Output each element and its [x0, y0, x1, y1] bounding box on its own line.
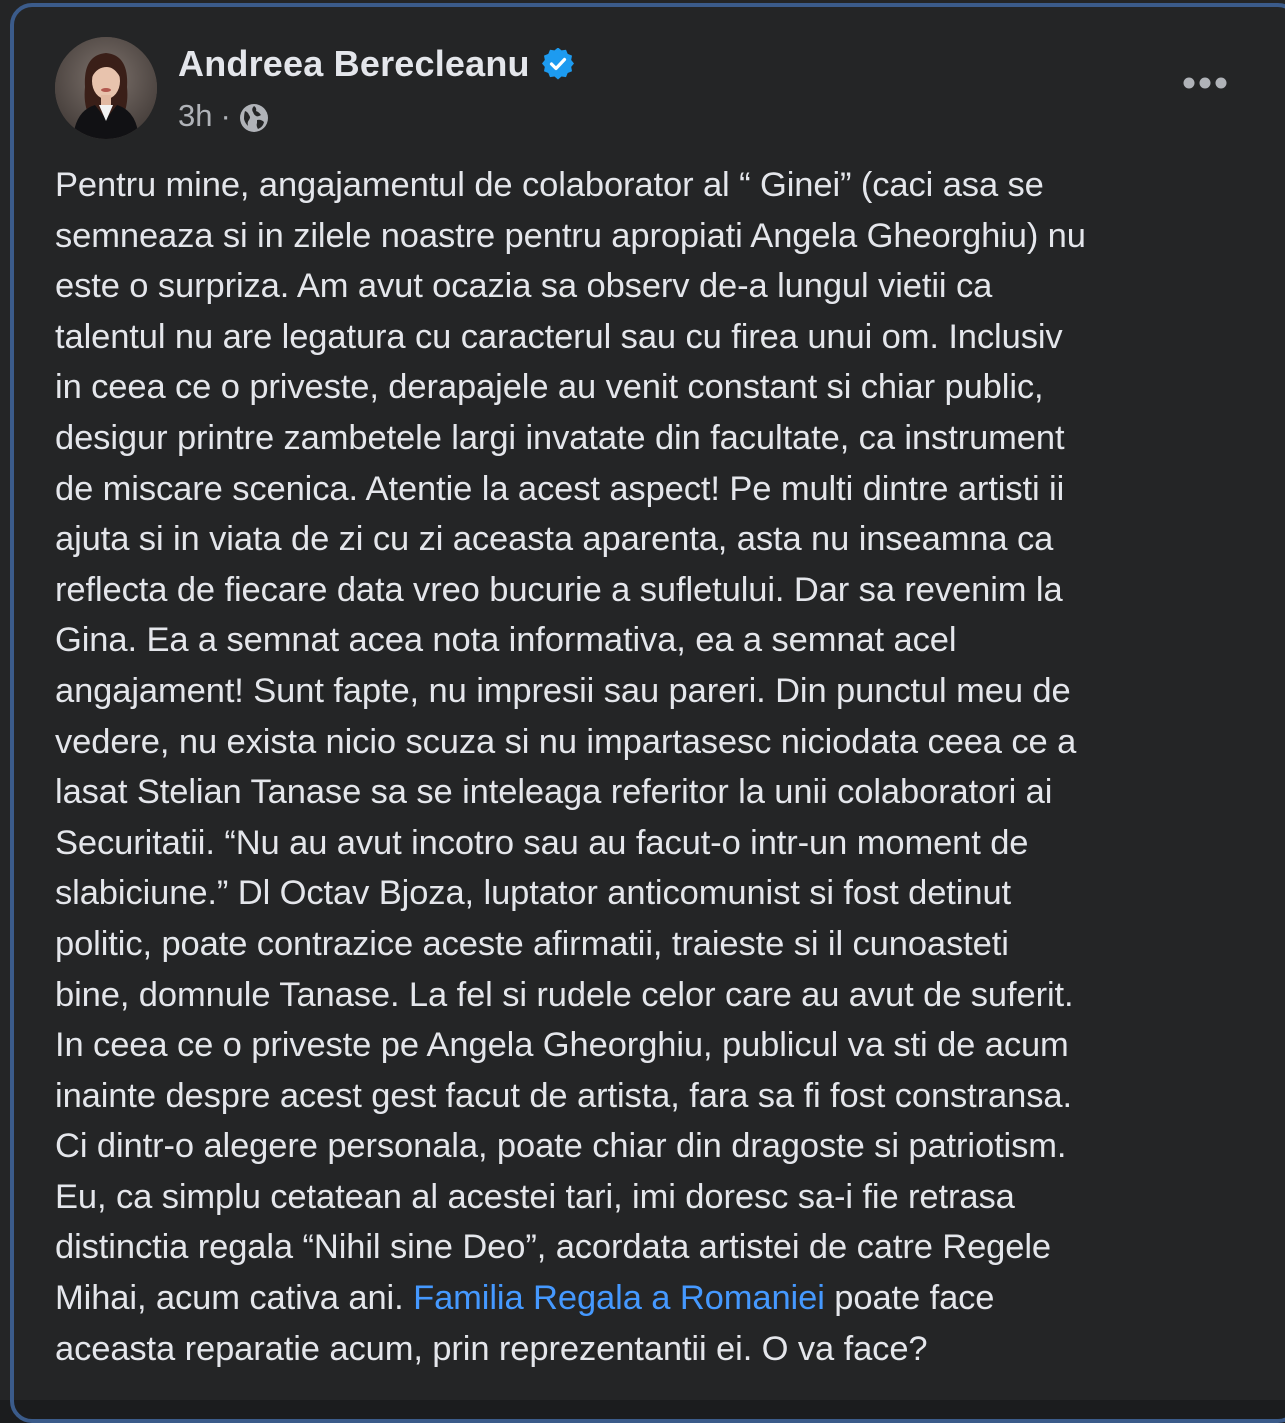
post-text-line: bine, domnule Tanase. La fel si rudele celor care au avut de suferit. [55, 975, 1074, 1014]
post-text-line: Gina. Ea a semnat acea nota informativa, ea a semnat acel [55, 621, 957, 660]
author-row [178, 41, 574, 87]
royal-family-link[interactable]: Familia Regala a Romaniei [413, 1279, 825, 1318]
post-text-line: ajuta si in viata de zi cu zi aceasta aparenta, asta nu inseamna ca [55, 520, 1054, 559]
post-text-line: In ceea ce o priveste pe Angela Gheorghiu, publicul va sti de acum [55, 1026, 1069, 1065]
post-text-line: de miscare scenica. Atentie la acest aspect! Pe multi dintre artisti ii [55, 469, 1065, 508]
post-header [55, 37, 1235, 141]
post-timestamp[interactable]: 3h [178, 98, 213, 133]
post-text-line: este o surpriza. Am avut ocazia sa observ de-a lungul vietii ca [55, 267, 993, 306]
post-text-line: reflecta de fiecare data vreo bucurie a sufletului. Dar sa revenim la [55, 570, 1063, 609]
post-text-line: desigur printre zambetele largi invatate din facultate, ca instrument [55, 418, 1065, 457]
globe-icon[interactable] [239, 103, 269, 133]
post-text-line: inainte despre acest gest facut de artista, fara sa fi fost constransa. [55, 1076, 1072, 1115]
post-text-line: slabiciune.” Dl Octav Bjoza, luptator anticomunist si fost detinut [55, 874, 1012, 913]
post-text-line: talentul nu are legatura cu caracterul sau cu firea unui om. Inclusiv [55, 317, 1063, 356]
link-line-before: Mihai, acum cativa ani. [55, 1279, 414, 1318]
post-text-line: Ci dintr-o alegere personala, poate chiar din dragoste si patriotism. [55, 1127, 1067, 1166]
post-text-line-with-link [55, 1273, 1250, 1324]
post-options-button[interactable] [1175, 61, 1235, 105]
author-name[interactable]: Andreea Berecleanu [178, 43, 530, 84]
post-text [55, 160, 1250, 1374]
link-line-after: poate face [824, 1279, 995, 1318]
post-text-line: Eu, ca simplu cetatean al acestei tari, imi doresc sa-i fie retrasa [55, 1177, 1015, 1216]
post-text-line: lasat Stelian Tanase sa se inteleaga referitor la unii colaboratori ai [55, 773, 1053, 812]
post-text-line: aceasta reparatie acum, prin reprezentantii ei. O va face? [55, 1329, 928, 1368]
post-text-line: angajament! Sunt fapte, nu impresii sau pareri. Din punctul meu de [55, 671, 1071, 710]
post-text-line: vedere, nu exista nicio scuza si nu impartasesc niciodata ceea ce a [55, 722, 1077, 761]
post-text-line: politic, poate contrazice aceste afirmatii, traieste si il cunoasteti [55, 924, 1009, 963]
post-text-line: semneaza si in zilele noastre pentru apropiati Angela Gheorghiu) nu [55, 216, 1086, 255]
avatar-portrait-icon [55, 37, 157, 139]
post-meta [178, 95, 269, 137]
ellipsis-icon [1183, 77, 1227, 89]
author-avatar[interactable] [55, 37, 157, 139]
post-text-line: Pentru mine, angajamentul de colaborator al “ Ginei” (caci asa se [55, 166, 1044, 204]
post-text-line: Securitatii. “Nu au avut incotro sau au facut-o intr-un moment de [55, 823, 1029, 862]
meta-separator: · [220, 98, 231, 133]
post-text-line: distinctia regala “Nihil sine Deo”, acordata artistei de catre Regele [55, 1228, 1052, 1267]
post-text-line: in ceea ce o priveste, derapajele au venit constant si chiar public, [55, 368, 1044, 407]
verified-badge-icon [542, 48, 574, 80]
